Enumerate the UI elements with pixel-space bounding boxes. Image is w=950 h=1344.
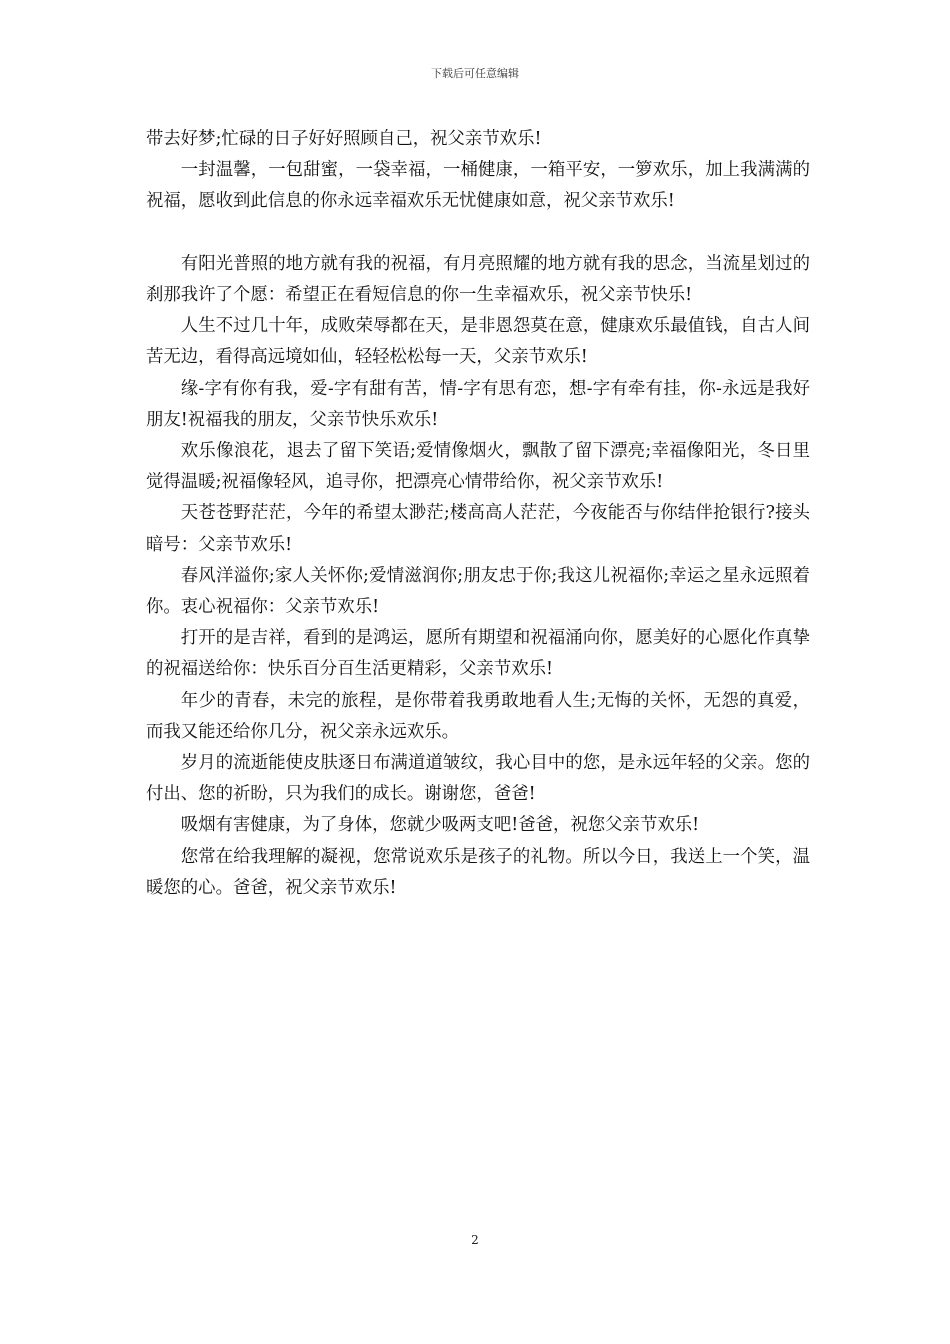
paragraph: 吸烟有害健康，为了身体，您就少吸两支吧!爸爸，祝您父亲节欢乐! (180, 815, 700, 836)
blank-line (146, 218, 810, 249)
paragraph: 春风洋溢你;家人关怀你;爱情滋润你;朋友忠于你;我这儿祝福你;幸运之星永远照着你。衷心祝福你：父亲节欢乐! (146, 565, 810, 618)
paragraph: 欢乐像浪花，退去了留下笑语;爱情像烟火，飘散了留下漂亮;幸福像阳光，冬日里觉得温暖;祝福像轻风，追寻你，把漂亮心情带给你，祝父亲节欢乐! (146, 441, 810, 493)
document-body (146, 124, 810, 904)
paragraph: 人生不过几十年，成败荣辱都在天，是非恩怨莫在意，健康欢乐最值钱，自古人间苦无边，看得高远境如仙，轻轻松松每一天，父亲节欢乐! (146, 316, 810, 368)
paragraph: 打开的是吉祥，看到的是鸿运，愿所有期望和祝福涌向你，愿美好的心愿化作真挚的祝福送给你：快乐百分百生活更精彩，父亲节欢乐! (146, 628, 810, 680)
paragraph: 岁月的流逝能使皮肤逐日布满道道皱纹，我心目中的您，是永远年轻的父亲。您的付出、您的祈盼，只为我们的成长。谢谢您，爸爸! (146, 753, 810, 805)
paragraph: 一封温馨，一包甜蜜，一袋幸福，一桶健康，一箱平安，一箩欢乐，加上我满满的祝福，愿收到此信息的你永远幸福欢乐无忧健康如意，祝父亲节欢乐! (146, 160, 810, 212)
paragraph: 缘-字有你有我，爱-字有甜有苦，情-字有思有恋，想-字有牵有挂，你-永远是我好朋友!祝福我的朋友，父亲节快乐欢乐! (146, 378, 810, 430)
paragraph: 年少的青春，未完的旅程，是你带着我勇敢地看人生;无悔的关怀，无怨的真爱，而我又能还给你几分，祝父亲永远欢乐。 (146, 690, 810, 742)
paragraph: 天苍苍野茫茫，今年的希望太渺茫;楼高高人茫茫，今夜能否与你结伴抢银行?接头暗号：父亲节欢乐! (146, 503, 810, 555)
page-header: 下载后可任意编辑 (431, 67, 519, 80)
paragraph: 您常在给我理解的凝视，您常说欢乐是孩子的礼物。所以今日，我送上一个笑，温暖您的心。爸爸，祝父亲节欢乐! (146, 846, 810, 898)
paragraph-continuation: 带去好梦;忙碌的日子好好照顾自己，祝父亲节欢乐! (146, 129, 542, 149)
paragraph: 有阳光普照的地方就有我的祝福，有月亮照耀的地方就有我的思念，当流星划过的刹那我许了个愿：希望正在看短信息的你一生幸福欢乐，祝父亲节快乐! (146, 253, 810, 305)
page-number: 2 (471, 1233, 479, 1247)
